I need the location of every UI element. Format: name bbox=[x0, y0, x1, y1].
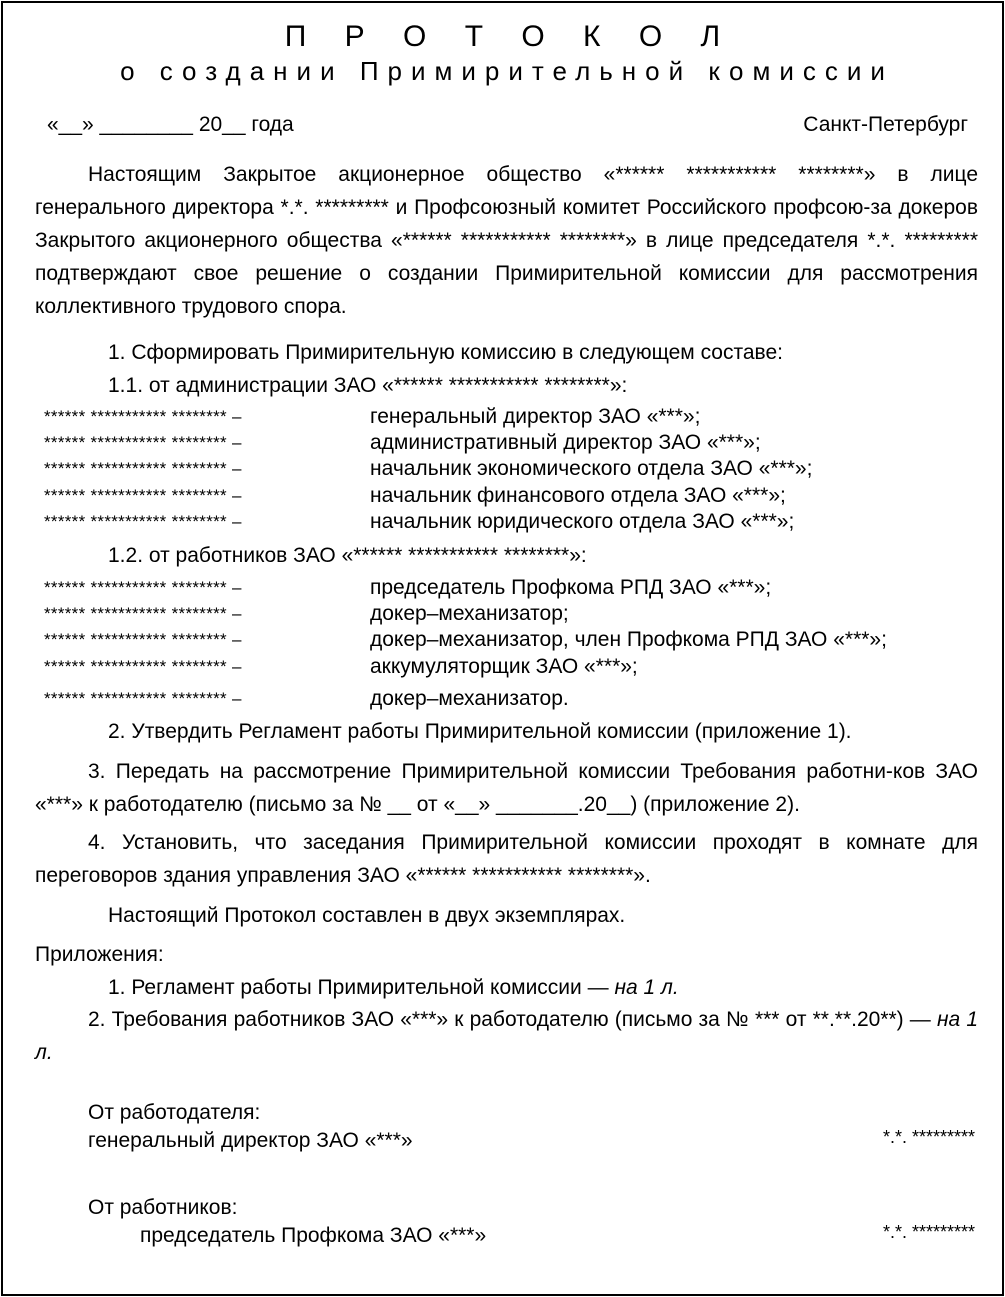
appendices-heading: Приложения: bbox=[35, 943, 164, 966]
document-title: П Р О Т О К О Л bbox=[284, 20, 736, 53]
worker-member-name: ****** *********** ******** – bbox=[44, 578, 242, 597]
appendix-1 bbox=[108, 977, 679, 998]
worker-member-role: председатель Профкома РПД ЗАО «***»; bbox=[370, 576, 772, 599]
item-1-2: 1.2. от работников ЗАО «****** *********** ********»: bbox=[108, 544, 587, 567]
workers-label: От работников: bbox=[88, 1196, 238, 1219]
document-date: «__» ________ 20__ года bbox=[47, 113, 294, 136]
appendix-1-pages: на 1 л. bbox=[614, 976, 679, 999]
appendix-2-text: 2. Требования работников ЗАО «***» к работодателю (письмо за № *** от **.**.20**) — bbox=[88, 1008, 937, 1031]
worker-member-role: аккумуляторщик ЗАО «***»; bbox=[370, 655, 638, 678]
item-1-1: 1.1. от администрации ЗАО «****** *********** ********»: bbox=[108, 374, 628, 397]
admin-member-role: начальник финансового отдела ЗАО «***»; bbox=[370, 484, 786, 507]
appendix-1-text: 1. Регламент работы Примирительной комиссии — bbox=[108, 976, 615, 999]
admin-member-name: ****** *********** ******** – bbox=[44, 459, 242, 478]
worker-member-role: докер–механизатор, член Профкома РПД ЗАО «***»; bbox=[370, 628, 887, 651]
workers-position: председатель Профкома ЗАО «***» bbox=[140, 1224, 487, 1247]
item-4: 4. Установить, что заседания Примирительной комиссии проходят в комнате для переговоров здания управления ЗАО «****** *********** ********». bbox=[35, 831, 978, 887]
worker-member-name: ****** *********** ******** – bbox=[44, 689, 242, 708]
appendix-2-pages: на 1 л. bbox=[35, 1008, 978, 1064]
copies-note: Настоящий Протокол составлен в двух экземплярах. bbox=[108, 904, 626, 927]
admin-member-name: ****** *********** ******** – bbox=[44, 433, 242, 452]
admin-member-name: ****** *********** ******** – bbox=[44, 486, 242, 505]
document-city: Санкт-Петербург bbox=[803, 113, 968, 136]
admin-member-role: начальник экономического отдела ЗАО «***»; bbox=[370, 457, 813, 480]
worker-member-name: ****** *********** ******** – bbox=[44, 630, 242, 649]
employer-label: От работодателя: bbox=[88, 1101, 261, 1124]
worker-member-role: докер–механизатор; bbox=[370, 602, 569, 625]
workers-signatory-name: *.*. ********* bbox=[882, 1222, 975, 1242]
worker-member-role: докер–механизатор. bbox=[370, 687, 569, 710]
worker-member-name: ****** *********** ******** – bbox=[44, 657, 242, 676]
document-subtitle: о создании Примирительной комиссии bbox=[120, 56, 894, 86]
item-1: 1. Сформировать Примирительную комиссию в следующем составе: bbox=[108, 341, 783, 364]
admin-member-role: начальник юридического отдела ЗАО «***»; bbox=[370, 510, 795, 533]
item-3: 3. Передать на рассмотрение Примирительной комиссии Требования работни-ков ЗАО «***» к работодателю (письмо за № __ от «__» _______.20__) (приложение 2). bbox=[35, 760, 978, 816]
worker-member-name: ****** *********** ******** – bbox=[44, 604, 242, 623]
admin-member-role: административный директор ЗАО «***»; bbox=[370, 431, 761, 454]
appendix-2 bbox=[35, 1003, 978, 1069]
admin-member-name: ****** *********** ******** – bbox=[44, 512, 242, 531]
employer-signatory-name: *.*. ********* bbox=[882, 1127, 975, 1147]
employer-position: генеральный директор ЗАО «***» bbox=[88, 1129, 413, 1152]
item-2: 2. Утвердить Регламент работы Примирительной комиссии (приложение 1). bbox=[108, 720, 852, 743]
intro-paragraph: Настоящим Закрытое акционерное общество «****** *********** ********» в лице генерального директора *.*. ********* и Профсоюзный комитет Российского профсою-за докеров Закрытого акционерного общества «****** *********** ********» в лице председателя *.*. ********* подтверждают свое решение о создании Примирительной комиссии для рассмотрения коллективного трудового спора. bbox=[35, 163, 978, 318]
admin-member-role: генеральный директор ЗАО «***»; bbox=[370, 405, 701, 428]
admin-member-name: ****** *********** ******** – bbox=[44, 407, 242, 426]
